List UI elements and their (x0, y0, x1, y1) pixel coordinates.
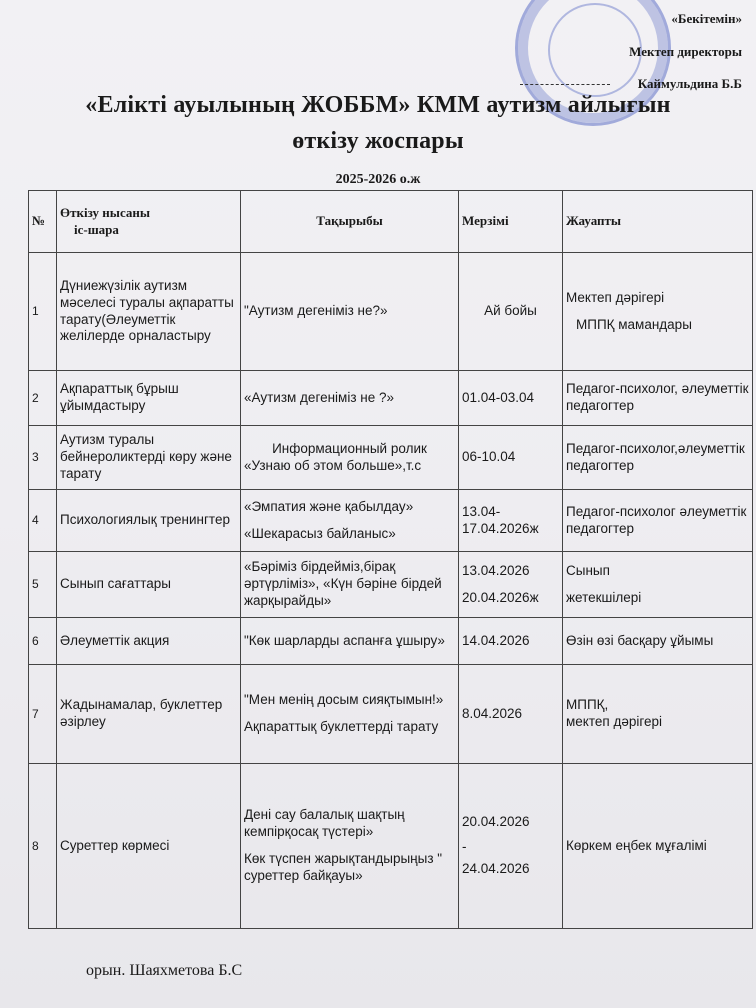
row-topic: «Эмпатия және қабылдау» «Шекарасыз байланыс» (241, 490, 459, 552)
row-date: 20.04.2026 - 24.04.2026 (459, 764, 563, 929)
row-number: 4 (29, 490, 57, 552)
table-row (29, 618, 753, 665)
row-topic: "Мен менің досым сияқтымын!» Ақпараттық буклеттерді тарату (241, 665, 459, 764)
row-number: 1 (29, 253, 57, 371)
row-responsible: Сынып жетекшілері (563, 552, 753, 618)
executor-name: орын. Шаяхметова Б.С (86, 962, 243, 979)
table-row (29, 764, 753, 929)
plan-table (28, 190, 753, 929)
row-event: Әлеуметтік акция (57, 618, 241, 665)
row-date: 8.04.2026 (459, 665, 563, 764)
row-topic: Информационный ролик «Узнаю об этом больше»,т.с (241, 426, 459, 490)
row-event: Сынып сағаттары (57, 552, 241, 618)
row-topic: «Аутизм дегеніміз не ?» (241, 371, 459, 426)
table-header-row (29, 191, 753, 253)
row-number: 7 (29, 665, 57, 764)
row-responsible: Педагог-психолог, әлеуметтік педагогтер (563, 371, 753, 426)
row-number: 6 (29, 618, 57, 665)
row-date: 06-10.04 (459, 426, 563, 490)
table-row (29, 426, 753, 490)
row-event: Жадынамалар, буклеттер әзірлеу (57, 665, 241, 764)
row-event: Суреттер көрмесі (57, 764, 241, 929)
header-number: № (29, 191, 57, 253)
table-row (29, 490, 753, 552)
row-responsible: Өзін өзі басқару ұйымы (563, 618, 753, 665)
row-responsible: Көркем еңбек мұғалімі (563, 764, 753, 929)
director-name: Каймульдина Б.Б (637, 76, 742, 91)
row-topic: «Бәріміз бірдейміз,бірақ әртүрліміз», «Күн бәріне бірдей жарқырайды» (241, 552, 459, 618)
row-responsible: Педагог-психолог әлеуметтік педагогтер (563, 490, 753, 552)
row-number: 2 (29, 371, 57, 426)
signature-line (520, 84, 610, 85)
table-row (29, 253, 753, 371)
row-event: Дүниежүзілік аутизм мәселесі туралы ақпаратты тарату(Әлеуметтік желілерде орналастыру (57, 253, 241, 371)
table-row (29, 371, 753, 426)
table-row (29, 552, 753, 618)
approve-label: «Бекітемін» (671, 11, 742, 26)
row-responsible: Мектеп дәрігері МППҚ мамандары (563, 253, 753, 371)
row-event: Ақпараттық бұрыш ұйымдастыру (57, 371, 241, 426)
header-event: Өткізу нысаны іс-шара (57, 191, 241, 253)
document-title: «Елікті ауылының ЖОББМ» КММ аутизм айлығын (85, 92, 671, 118)
row-responsible: МППҚ, мектеп дәрігері (563, 665, 753, 764)
table-row (29, 665, 753, 764)
header-date: Мерзімі (459, 191, 563, 253)
academic-year: 2025-2026 о.ж (335, 172, 421, 187)
row-topic: "Көк шарларды аспанға ұшыру» (241, 618, 459, 665)
row-event: Аутизм туралы бейнероликтерді көру және тарату (57, 426, 241, 490)
row-event: Психологиялық тренингтер (57, 490, 241, 552)
document-subtitle: өткізу жоспары (292, 128, 464, 154)
row-date: 14.04.2026 (459, 618, 563, 665)
row-number: 8 (29, 764, 57, 929)
row-date: 13.04.2026 20.04.2026ж (459, 552, 563, 618)
row-topic: Дені сау балалық шақтың кемпірқосақ түстері» Көк түспен жарықтандырыңыз " суреттер байқауы» (241, 764, 459, 929)
row-date: 01.04-03.04 (459, 371, 563, 426)
header-responsible: Жауапты (563, 191, 753, 253)
row-number: 5 (29, 552, 57, 618)
row-number: 3 (29, 426, 57, 490)
header-topic: Тақырыбы (241, 191, 459, 253)
row-date: Ай бойы (459, 253, 563, 371)
director-position: Мектеп директоры (629, 44, 742, 59)
row-responsible: Педагог-психолог,әлеуметтік педагогтер (563, 426, 753, 490)
row-topic: "Аутизм дегеніміз не?» (241, 253, 459, 371)
row-date: 13.04-17.04.2026ж (459, 490, 563, 552)
